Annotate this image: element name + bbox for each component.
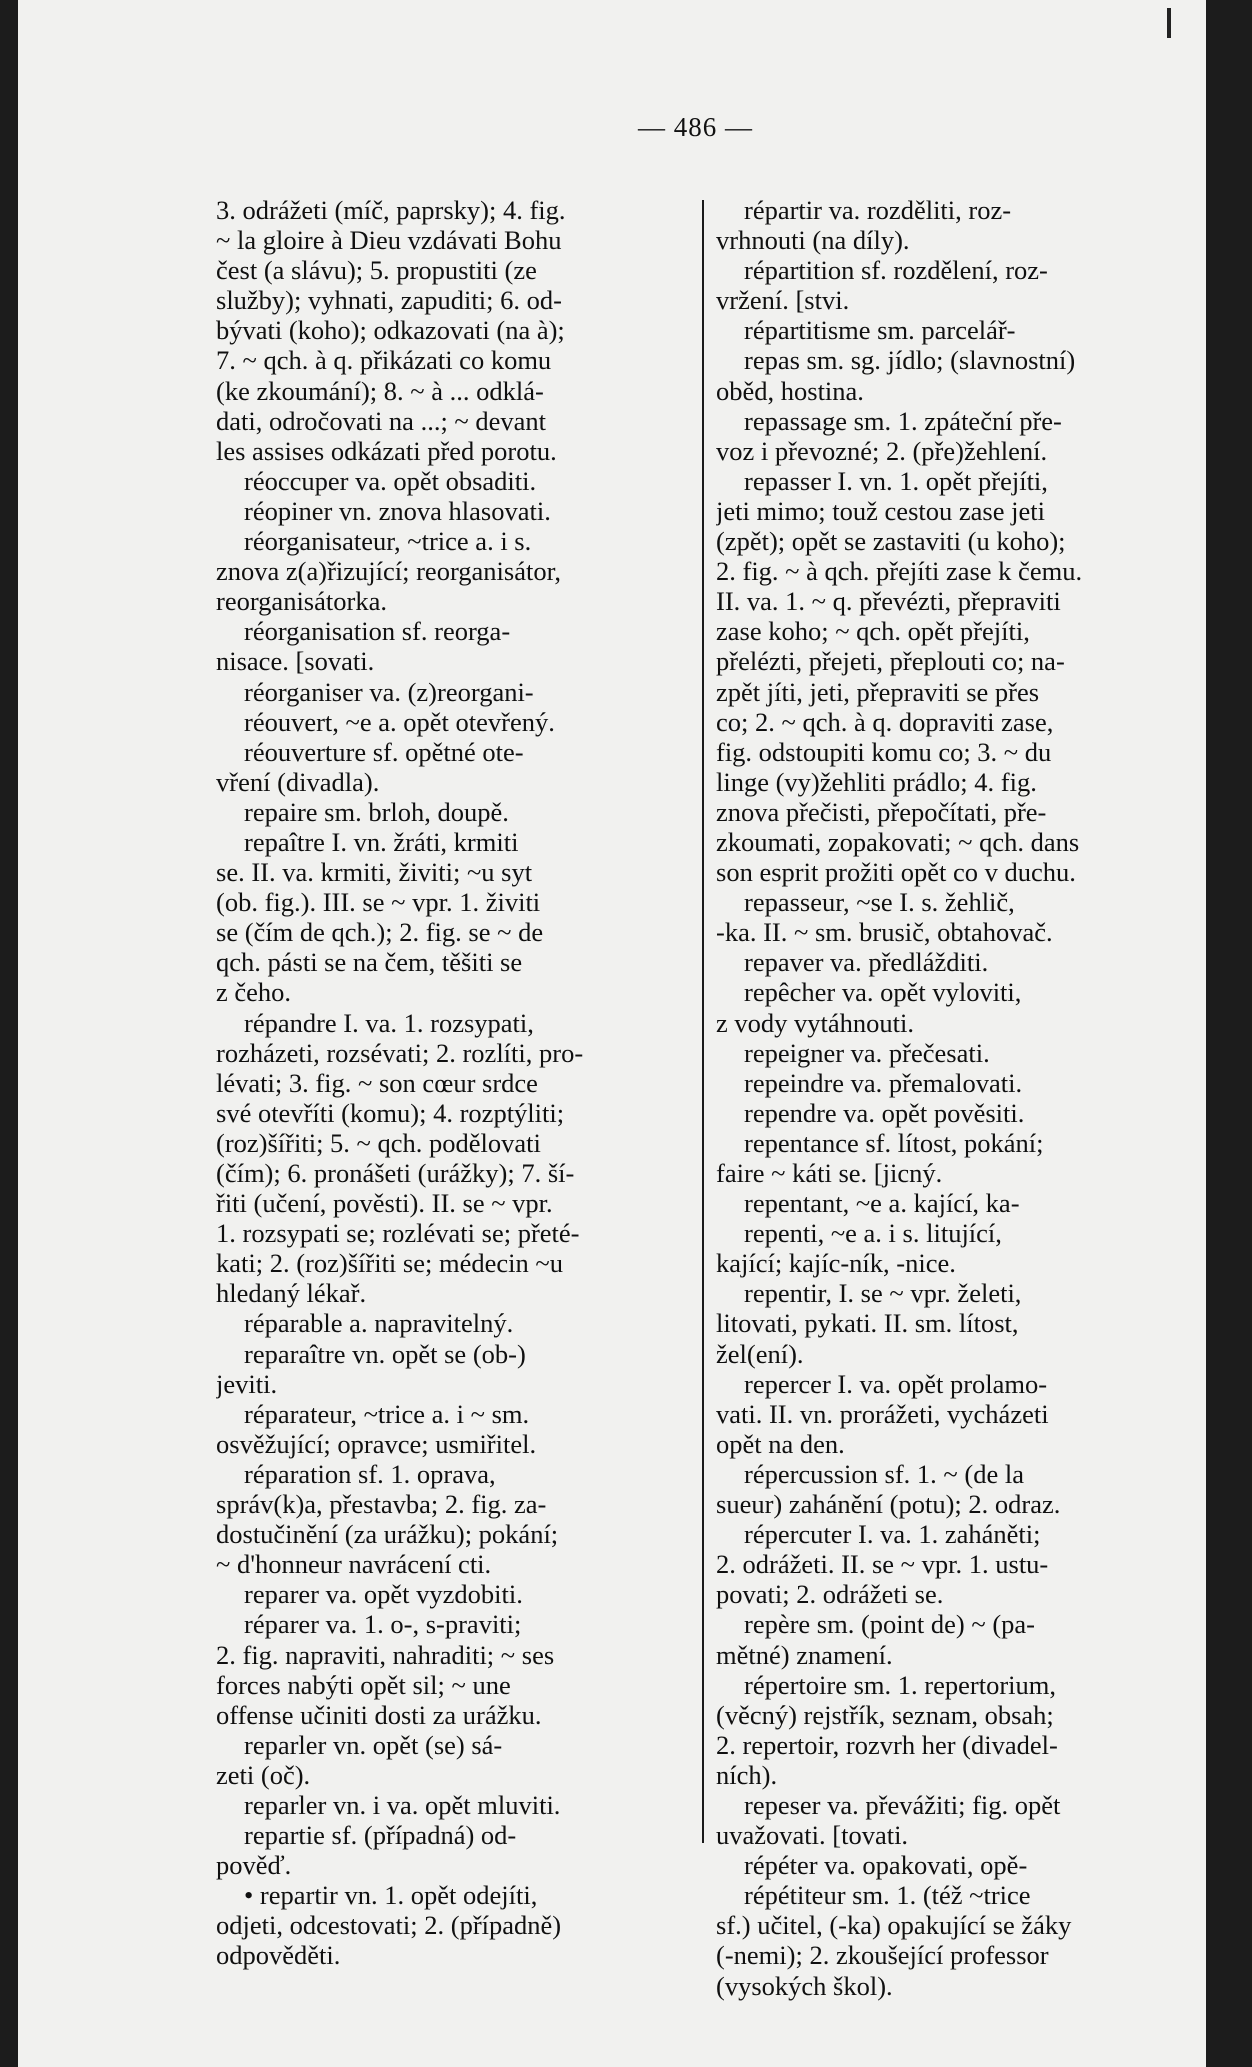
- dictionary-entry-line: rependre va. opět pověsiti.: [744, 1097, 1025, 1128]
- dictionary-entry-line: repartie sf. (případná) od-: [244, 1820, 517, 1851]
- entry-text-line: ~ la gloire à Dieu vzdávati Bohu: [216, 225, 562, 256]
- dictionary-entry-line: réopiner vn. znova hlasovati.: [244, 495, 551, 526]
- dictionary-page: [18, 0, 1206, 2067]
- entry-text-line: z čeho.: [216, 977, 292, 1008]
- entry-text-line: jeviti.: [216, 1368, 278, 1399]
- entry-text-line: -ka. II. ~ sm. brusič, obtahovač.: [716, 917, 1053, 948]
- entry-text-line: (roz)šířiti; 5. ~ qch. podělovati: [216, 1127, 541, 1158]
- dictionary-entry-line: réoccuper va. opět obsaditi.: [244, 465, 537, 496]
- entry-text-line: co; 2. ~ qch. à q. dopraviti zase,: [716, 706, 1054, 737]
- entry-text-line: dostučinění (za urážku); pokání;: [216, 1519, 559, 1550]
- entry-text-line: bývati (koho); odkazovati (na à);: [216, 315, 565, 346]
- dictionary-entry-line: répartir va. rozděliti, roz-: [744, 195, 1012, 225]
- entry-text-line: se. II. va. krmiti, živiti; ~u syt: [216, 857, 533, 888]
- dictionary-entry-line: repentir, I. se ~ vpr. želeti,: [744, 1278, 1022, 1309]
- entry-text-line: (-nemi); 2. zkoušející professor: [716, 1940, 1049, 1971]
- dictionary-entry-line: répercuter I. va. 1. zaháněti;: [744, 1519, 1041, 1550]
- dictionary-entry-line: répandre I. va. 1. rozsypati,: [244, 1007, 534, 1038]
- column-divider: [702, 200, 704, 1843]
- dictionary-entry-line: repentant, ~e a. kající, ka-: [744, 1188, 1020, 1219]
- dictionary-entry-line: repas sm. sg. jídlo; (slavnostní): [744, 345, 1076, 376]
- left-column: [216, 195, 686, 1971]
- entry-text-line: vržení. [stvi.: [716, 285, 850, 316]
- entry-text-line: fig. odstoupiti komu co; 3. ~ du: [716, 736, 1052, 767]
- entry-text-line: 2. odrážeti. II. se ~ vpr. 1. ustu-: [716, 1549, 1049, 1580]
- dictionary-entry-line: répétiteur sm. 1. (též ~trice: [744, 1880, 1031, 1911]
- entry-text-line: zkoumati, zopakovati; ~ qch. dans: [716, 826, 1080, 857]
- entry-text-line: lévati; 3. fig. ~ son cœur srdce: [216, 1067, 538, 1098]
- entry-text-line: své otevříti (komu); 4. rozptýliti;: [216, 1097, 565, 1128]
- dictionary-entry-line: reparler vn. i va. opět mluviti.: [244, 1789, 561, 1820]
- entry-text-line: uvažovati. [tovati.: [716, 1820, 909, 1851]
- entry-text-line: oběd, hostina.: [716, 375, 864, 406]
- entry-text-line: (věcný) rejstřík, seznam, obsah;: [716, 1699, 1054, 1730]
- entry-text-line: 7. ~ qch. à q. přikázati co komu: [216, 345, 552, 376]
- entry-text-line: znova přečisti, přepočítati, pře-: [716, 796, 1047, 827]
- entry-text-line: zpět jíti, jeti, přepraviti se přes: [716, 676, 1040, 707]
- entry-text-line: forces nabýti opět sil; ~ une: [216, 1669, 511, 1700]
- dictionary-entry-line: • repartir vn. 1. opět odejíti,: [244, 1880, 538, 1911]
- entry-text-line: reorganisátorka.: [216, 586, 387, 617]
- scan-edge-mark: [1167, 8, 1171, 38]
- entry-text-line: dati, odročovati na ...; ~ devant: [216, 405, 547, 436]
- entry-text-line: 2. fig. ~ à qch. přejíti zase k čemu.: [716, 556, 1083, 587]
- entry-text-line: les assises odkázati před porotu.: [216, 435, 557, 466]
- entry-text-line: řiti (učení, pověsti). II. se ~ vpr.: [216, 1188, 553, 1219]
- entry-text-line: qch. pásti se na čem, těšiti se: [216, 947, 523, 978]
- entry-text-line: (vysokých škol).: [716, 1970, 893, 2001]
- entry-text-line: odpověděti.: [216, 1940, 341, 1971]
- dictionary-entry-line: repaire sm. brloh, doupě.: [244, 796, 509, 827]
- dictionary-entry-line: reparer va. opět vyzdobiti.: [244, 1579, 523, 1610]
- dictionary-entry-line: réparer va. 1. o-, s-praviti;: [244, 1609, 522, 1640]
- dictionary-entry-line: répercussion sf. 1. ~ (de la: [744, 1458, 1024, 1489]
- dictionary-entry-line: repère sm. (point de) ~ (pa-: [744, 1609, 1035, 1640]
- entry-text-line: vření (divadla).: [216, 766, 380, 797]
- dictionary-entry-line: réouverture sf. opětné ote-: [244, 736, 524, 767]
- entry-text-line: 2. repertoir, rozvrh her (divadel-: [716, 1729, 1058, 1760]
- entry-text-line: ~ d'honneur navrácení cti.: [216, 1549, 492, 1580]
- dictionary-entry-line: repeigner va. přečesati.: [744, 1037, 990, 1068]
- dictionary-entry-line: repentance sf. lítost, pokání;: [744, 1127, 1044, 1158]
- entry-text-line: linge (vy)žehliti prádlo; 4. fig.: [716, 766, 1037, 797]
- dictionary-entry-line: réorganiser va. (z)reorgani-: [244, 676, 534, 707]
- entry-text-line: odjeti, odcestovati; 2. (případně): [216, 1910, 562, 1941]
- entry-text-line: služby); vyhnati, zapuditi; 6. od-: [216, 285, 562, 316]
- dictionary-entry-line: repaître I. vn. žráti, krmiti: [244, 826, 519, 857]
- dictionary-entry-line: répartitisme sm. parcelář-: [744, 315, 1016, 346]
- entry-text-line: offense učiniti dosti za urážku.: [216, 1699, 542, 1730]
- entry-text-line: rozházeti, rozsévati; 2. rozlíti, pro-: [216, 1037, 584, 1068]
- entry-text-line: čest (a slávu); 5. propustiti (ze: [216, 255, 537, 286]
- entry-text-line: žel(ení).: [716, 1338, 804, 1369]
- entry-text-line: faire ~ káti se. [jicný.: [716, 1158, 943, 1188]
- entry-text-line: son esprit prožiti opět co v duchu.: [716, 857, 1076, 888]
- right-column: [716, 195, 1186, 2001]
- entry-text-line: ních).: [716, 1759, 778, 1790]
- entry-text-line: z vody vytáhnouti.: [716, 1007, 914, 1038]
- entry-text-line: vrhnouti (na díly).: [716, 225, 910, 256]
- dictionary-entry-line: repercer I. va. opět prolamo-: [744, 1368, 1048, 1399]
- dictionary-entry-line: repaver va. předlážditi.: [744, 947, 989, 978]
- entry-text-line: povati; 2. odrážeti se.: [716, 1579, 944, 1610]
- entry-text-line: osvěžující; opravce; usmiřitel.: [216, 1428, 537, 1459]
- dictionary-entry-line: répertoire sm. 1. repertorium,: [744, 1669, 1056, 1700]
- dictionary-entry-line: reparaître vn. opět se (ob-): [244, 1338, 526, 1369]
- dictionary-entry-line: reparler vn. opět (se) sá-: [244, 1729, 503, 1760]
- entry-text-line: litovati, pykati. II. sm. lítost,: [716, 1308, 1019, 1339]
- dictionary-entry-line: repenti, ~e a. i s. litující,: [744, 1218, 1002, 1249]
- entry-text-line: (čím); 6. pronášeti (urážky); 7. ší-: [216, 1158, 575, 1188]
- entry-text-line: kající; kajíc-ník, -nice.: [716, 1248, 956, 1279]
- entry-text-line: zeti (oč).: [216, 1759, 311, 1790]
- entry-text-line: 3. odrážeti (míč, paprsky); 4. fig.: [216, 195, 566, 225]
- entry-text-line: II. va. 1. ~ q. převézti, přepraviti: [716, 586, 1061, 617]
- dictionary-entry-line: réparation sf. 1. oprava,: [244, 1458, 496, 1489]
- page-number: — 486 —: [638, 112, 753, 142]
- entry-text-line: nisace. [sovati.: [216, 646, 375, 677]
- entry-text-line: sf.) učitel, (-ka) opakující se žáky: [716, 1910, 1072, 1941]
- entry-text-line: znova z(a)řizující; reorganisátor,: [216, 556, 561, 587]
- dictionary-entry-line: repeser va. převážiti; fig. opět: [744, 1789, 1061, 1820]
- dictionary-entry-line: repasser I. vn. 1. opět přejíti,: [744, 465, 1048, 496]
- entry-text-line: pověď.: [216, 1850, 292, 1881]
- entry-text-line: vati. II. vn. prorážeti, vycházeti: [716, 1398, 1049, 1429]
- entry-text-line: voz i převozné; 2. (pře)žehlení.: [716, 435, 1048, 466]
- dictionary-entry-line: réorganisateur, ~trice a. i s.: [244, 526, 532, 557]
- entry-text-line: sueur) zahánění (potu); 2. odraz.: [716, 1489, 1061, 1520]
- entry-text-line: (ke zkoumání); 8. ~ à ... odklá-: [216, 375, 544, 406]
- entry-text-line: hledaný lékař.: [216, 1278, 367, 1309]
- dictionary-entry-line: repeindre va. přemalovati.: [744, 1067, 1023, 1098]
- dictionary-entry-line: répéter va. opakovati, opě-: [744, 1850, 1028, 1881]
- entry-text-line: opět na den.: [716, 1428, 845, 1459]
- entry-text-line: 1. rozsypati se; rozlévati se; přeté-: [216, 1218, 580, 1249]
- entry-text-line: (zpět); opět se zastaviti (u koho);: [716, 526, 1066, 557]
- dictionary-entry-line: répartition sf. rozdělení, roz-: [744, 255, 1048, 286]
- dictionary-entry-line: réorganisation sf. reorga-: [244, 616, 511, 647]
- entry-text-line: jeti mimo; touž cestou zase jeti: [716, 495, 1045, 526]
- entry-text-line: přelézti, přejeti, přeplouti co; na-: [716, 646, 1065, 677]
- entry-text-line: mětné) znamení.: [716, 1639, 893, 1670]
- entry-text-line: 2. fig. napraviti, nahraditi; ~ ses: [216, 1639, 555, 1670]
- dictionary-entry-line: repasseur, ~se I. s. žehlič,: [744, 887, 1015, 918]
- entry-text-line: správ(k)a, přestavba; 2. fig. za-: [216, 1489, 547, 1520]
- dictionary-entry-line: repêcher va. opět vyloviti,: [744, 977, 1022, 1008]
- dictionary-entry-line: réparable a. napravitelný.: [244, 1308, 514, 1339]
- dictionary-entry-line: réouvert, ~e a. opět otevřený.: [244, 706, 555, 737]
- dictionary-entry-line: repassage sm. 1. zpáteční pře-: [744, 405, 1062, 436]
- entry-text-line: kati; 2. (roz)šířiti se; médecin ~u: [216, 1248, 563, 1279]
- dictionary-entry-line: réparateur, ~trice a. i ~ sm.: [244, 1398, 530, 1429]
- entry-text-line: se (čím de qch.); 2. fig. se ~ de: [216, 917, 544, 948]
- entry-text-line: zase koho; ~ qch. opět přejíti,: [716, 616, 1030, 647]
- entry-text-line: (ob. fig.). III. se ~ vpr. 1. živiti: [216, 887, 541, 918]
